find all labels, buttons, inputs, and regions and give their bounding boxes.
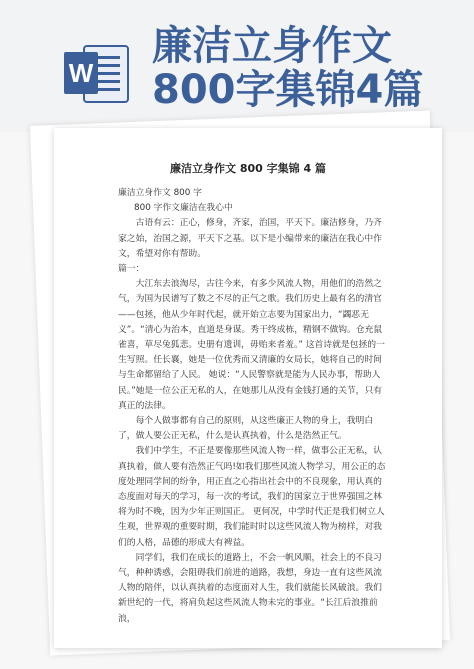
page-title: 廉洁立身作文800字集锦4篇 — [152, 23, 424, 113]
paragraph: 大江东去浪淘尽，古往今来，有多少风流人物，用他们的浩然之气，为国为民谱写了数之不尽的正气之歌。我们历史上最有名的清官——包拯，他从少年时代起，就开始立志要为国家出力，“蠲恶无义”。“清心为治本，直道是身谋。秀干终成栋，精钢不做钩。仓充鼠雀喜，草尽兔狐悲。史册有遗训，毋贻来者羞。” 这首诗就是包拯的一生写照。任长襄，她是一位优秀而又清廉的女局长，她将自己的时间与生命都留给了人民。 她说：“人民警察就是能为人民办事，帮助人民。”她是一位公正无私的人，在她那儿从没有金钱打通的关节，只有真正的法律。 — [118, 279, 385, 411]
paragraph: 我们中学生，不正是要像那些风流人物一样，做事公正无私，认真执着，做人要有浩然正气吗!如我们那些风流人物学习，用公正的态度处理同学间的纷争，用正直之心指出社会中的不良现象，用认真的态度面对每天的学习，每一次的考试，我们的国家立于世界强国之林将为时不晚，因为少年正则国正。 更何况，中学时代正是我们树立人生观，世界观的重要时期，我们能时时以这些风流人物为榜样，对我们的人格，品德的形成大有裨益。 — [118, 446, 386, 548]
word-document-icon — [62, 38, 132, 108]
paragraph: 古语有云：正心，修身，齐家，治国，平天下。廉洁修身，乃齐家之始，治国之源，平天下之基。以下是小编带来的廉洁在我心中作文，希望对你有帮助。 — [118, 218, 382, 259]
document-page — [54, 128, 442, 648]
word-icon-letter: W — [68, 58, 94, 88]
paragraph: 同学们，我们在成长的道路上，不会一帆风顺，社会上的不良习气，种种诱惑，会阻碍我们前进的道路，我想，身边一直有这些风流人物的陪伴，以认真执着的态度面对人生，我们就能长风破浪。我们新世纪的一代，将肩负起这些风流人物未完的事业。“长江后浪推前浪， — [118, 552, 382, 624]
chapter-label: 篇一： — [118, 264, 145, 275]
document-title: 廉洁立身作文 800 字集锦 4 篇 — [170, 162, 326, 175]
document-body — [118, 186, 386, 627]
section-title: 800 字作文廉洁在我心中 — [134, 203, 233, 214]
paragraph: 每个人做事都有自己的原则，从这些廉正人物的身上，我明白了，做人要公正无私，什么是认真执着，什么是浩然正气。 — [118, 416, 374, 442]
document-subtitle: 廉洁立身作文 800 字 — [118, 188, 202, 198]
